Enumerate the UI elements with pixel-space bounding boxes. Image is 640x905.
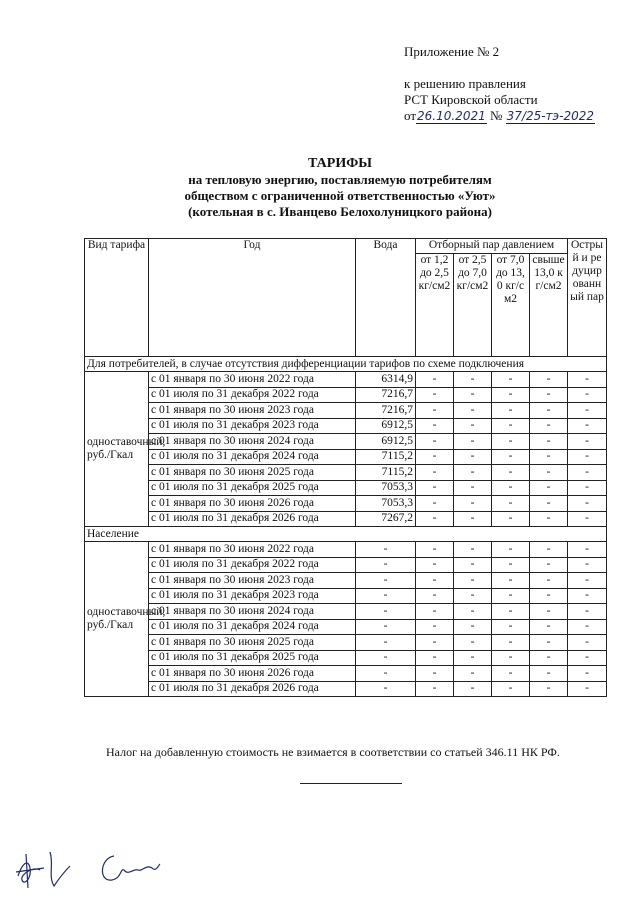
decision-line-2: РСТ Кировской области <box>404 92 538 107</box>
empty-value-cell: - <box>530 372 568 388</box>
header-pressure-4: свыше 13,0 кг/см2 <box>530 254 568 357</box>
empty-value-cell: - <box>454 573 492 589</box>
number-prefix: № <box>489 108 503 123</box>
empty-value-cell: - <box>454 496 492 512</box>
empty-value-cell: - <box>416 465 454 481</box>
decision-reference <box>404 76 595 124</box>
table-row <box>85 650 607 666</box>
section-title: Для потребителей, в случае отсутствия дифференциации тарифов по схеме подключения <box>85 357 607 372</box>
empty-value-cell: - <box>530 635 568 651</box>
empty-value-cell: - <box>530 557 568 573</box>
table-row <box>85 449 607 465</box>
empty-value-cell: - <box>530 496 568 512</box>
section-title: Население <box>85 527 607 542</box>
empty-value-cell: - <box>454 588 492 604</box>
water-value-cell: - <box>356 557 416 573</box>
empty-value-cell: - <box>530 666 568 682</box>
table-row <box>85 681 607 697</box>
table-row <box>85 542 607 558</box>
empty-value-cell: - <box>416 480 454 496</box>
period-cell: с 01 января по 30 июня 2023 года <box>149 403 356 419</box>
empty-value-cell: - <box>530 542 568 558</box>
table-row <box>85 604 607 620</box>
period-cell: с 01 января по 30 июня 2022 года <box>149 372 356 388</box>
empty-value-cell: - <box>530 604 568 620</box>
empty-value-cell: - <box>530 434 568 450</box>
empty-value-cell: - <box>416 511 454 527</box>
empty-value-cell: - <box>568 387 607 403</box>
empty-value-cell: - <box>416 573 454 589</box>
empty-value-cell: - <box>568 403 607 419</box>
empty-value-cell: - <box>530 403 568 419</box>
empty-value-cell: - <box>568 557 607 573</box>
table-row <box>85 387 607 403</box>
water-value-cell: 7115,2 <box>356 449 416 465</box>
water-value-cell: 7115,2 <box>356 465 416 481</box>
empty-value-cell: - <box>568 496 607 512</box>
decision-line-1: к решению правления <box>404 76 526 91</box>
empty-value-cell: - <box>454 449 492 465</box>
empty-value-cell: - <box>492 542 530 558</box>
empty-value-cell: - <box>492 403 530 419</box>
empty-value-cell: - <box>530 387 568 403</box>
empty-value-cell: - <box>568 372 607 388</box>
period-cell: с 01 июля по 31 декабря 2022 года <box>149 557 356 573</box>
empty-value-cell: - <box>568 434 607 450</box>
table-row <box>85 573 607 589</box>
empty-value-cell: - <box>530 418 568 434</box>
empty-value-cell: - <box>416 403 454 419</box>
header-water: Вода <box>356 239 416 357</box>
title-line-2: обществом с ограниченной ответственностью «Уют» <box>184 188 496 203</box>
empty-value-cell: - <box>492 434 530 450</box>
empty-value-cell: - <box>416 604 454 620</box>
decision-date-number-line <box>404 108 595 124</box>
header-pressure-3: от 7,0 до 13,0 кг/см2 <box>492 254 530 357</box>
water-value-cell: - <box>356 542 416 558</box>
table-row <box>85 666 607 682</box>
empty-value-cell: - <box>568 666 607 682</box>
period-cell: с 01 июля по 31 декабря 2024 года <box>149 619 356 635</box>
empty-value-cell: - <box>530 650 568 666</box>
tariff-type-cell: одноставочный, руб./Гкал <box>85 542 149 697</box>
water-value-cell: - <box>356 635 416 651</box>
empty-value-cell: - <box>530 573 568 589</box>
empty-value-cell: - <box>416 434 454 450</box>
date-prefix: от <box>404 108 417 123</box>
table-row <box>85 480 607 496</box>
empty-value-cell: - <box>454 604 492 620</box>
empty-value-cell: - <box>454 434 492 450</box>
empty-value-cell: - <box>568 511 607 527</box>
empty-value-cell: - <box>416 681 454 697</box>
empty-value-cell: - <box>454 650 492 666</box>
header-year: Год <box>149 239 356 357</box>
empty-value-cell: - <box>492 650 530 666</box>
empty-value-cell: - <box>454 635 492 651</box>
empty-value-cell: - <box>492 511 530 527</box>
empty-value-cell: - <box>568 619 607 635</box>
empty-value-cell: - <box>568 604 607 620</box>
empty-value-cell: - <box>454 403 492 419</box>
empty-value-cell: - <box>416 542 454 558</box>
empty-value-cell: - <box>416 496 454 512</box>
header-steam-pressure: Отборный пар давлением <box>416 239 568 254</box>
water-value-cell: 7216,7 <box>356 387 416 403</box>
handwritten-signature-1 <box>14 846 74 892</box>
empty-value-cell: - <box>568 418 607 434</box>
empty-value-cell: - <box>492 588 530 604</box>
table-row <box>85 496 607 512</box>
empty-value-cell: - <box>492 557 530 573</box>
empty-value-cell: - <box>568 573 607 589</box>
empty-value-cell: - <box>492 387 530 403</box>
empty-value-cell: - <box>454 666 492 682</box>
empty-value-cell: - <box>416 588 454 604</box>
water-value-cell: - <box>356 650 416 666</box>
empty-value-cell: - <box>530 449 568 465</box>
empty-value-cell: - <box>416 635 454 651</box>
empty-value-cell: - <box>568 635 607 651</box>
water-value-cell: 7053,3 <box>356 480 416 496</box>
empty-value-cell: - <box>530 511 568 527</box>
period-cell: с 01 июля по 31 декабря 2022 года <box>149 387 356 403</box>
empty-value-cell: - <box>492 449 530 465</box>
empty-value-cell: - <box>530 480 568 496</box>
period-cell: с 01 июля по 31 декабря 2024 года <box>149 449 356 465</box>
period-cell: с 01 января по 30 июня 2025 года <box>149 635 356 651</box>
water-value-cell: - <box>356 604 416 620</box>
empty-value-cell: - <box>454 418 492 434</box>
document-title <box>100 156 580 220</box>
period-cell: с 01 июля по 31 декабря 2026 года <box>149 681 356 697</box>
empty-value-cell: - <box>492 465 530 481</box>
table-row <box>85 588 607 604</box>
empty-value-cell: - <box>454 619 492 635</box>
empty-value-cell: - <box>568 480 607 496</box>
water-value-cell: 6314,9 <box>356 372 416 388</box>
empty-value-cell: - <box>416 650 454 666</box>
water-value-cell: - <box>356 619 416 635</box>
period-cell: с 01 января по 30 июня 2024 года <box>149 434 356 450</box>
water-value-cell: 6912,5 <box>356 418 416 434</box>
decision-date: 26.10.2021 <box>417 109 486 123</box>
handwritten-signature-2 <box>94 846 164 892</box>
empty-value-cell: - <box>416 387 454 403</box>
title-line-1: на тепловую энергию, поставляемую потребителям <box>188 172 492 187</box>
empty-value-cell: - <box>492 573 530 589</box>
empty-value-cell: - <box>530 619 568 635</box>
empty-value-cell: - <box>530 588 568 604</box>
empty-value-cell: - <box>568 588 607 604</box>
section-row <box>85 357 607 372</box>
table-row <box>85 511 607 527</box>
empty-value-cell: - <box>492 480 530 496</box>
vat-note: Налог на добавленную стоимость не взимается в соответствии со статьей 346.11 НК РФ. <box>106 745 560 759</box>
appendix-heading: Приложение № 2 <box>404 44 500 59</box>
empty-value-cell: - <box>492 496 530 512</box>
header-sharp-steam: Острый и редуцированный пар <box>568 239 607 357</box>
water-value-cell: 7267,2 <box>356 511 416 527</box>
tariff-type-cell: одноставочный, руб./Гкал <box>85 372 149 527</box>
empty-value-cell: - <box>454 480 492 496</box>
period-cell: с 01 июля по 31 декабря 2023 года <box>149 418 356 434</box>
header-pressure-2: от 2,5 до 7,0 кг/см2 <box>454 254 492 357</box>
empty-value-cell: - <box>530 465 568 481</box>
empty-value-cell: - <box>568 542 607 558</box>
period-cell: с 01 июля по 31 декабря 2023 года <box>149 588 356 604</box>
empty-value-cell: - <box>492 604 530 620</box>
header-pressure-1: от 1,2 до 2,5 кг/см2 <box>416 254 454 357</box>
empty-value-cell: - <box>454 465 492 481</box>
empty-value-cell: - <box>454 542 492 558</box>
table-row <box>85 557 607 573</box>
water-value-cell: - <box>356 573 416 589</box>
water-value-cell: 7053,3 <box>356 496 416 512</box>
period-cell: с 01 января по 30 июня 2024 года <box>149 604 356 620</box>
table-row <box>85 372 607 388</box>
period-cell: с 01 января по 30 июня 2022 года <box>149 542 356 558</box>
empty-value-cell: - <box>492 681 530 697</box>
period-cell: с 01 июля по 31 декабря 2025 года <box>149 480 356 496</box>
empty-value-cell: - <box>454 372 492 388</box>
water-value-cell: 7216,7 <box>356 403 416 419</box>
period-cell: с 01 января по 30 июня 2025 года <box>149 465 356 481</box>
empty-value-cell: - <box>416 418 454 434</box>
water-value-cell: - <box>356 666 416 682</box>
empty-value-cell: - <box>492 619 530 635</box>
table-row <box>85 403 607 419</box>
empty-value-cell: - <box>492 635 530 651</box>
period-cell: с 01 января по 30 июня 2026 года <box>149 666 356 682</box>
decision-number: 37/25-тэ-2022 <box>506 109 594 123</box>
empty-value-cell: - <box>454 387 492 403</box>
empty-value-cell: - <box>416 619 454 635</box>
empty-value-cell: - <box>492 372 530 388</box>
table-row <box>85 619 607 635</box>
header-tariff-type: Вид тарифа <box>85 239 149 357</box>
period-cell: с 01 января по 30 июня 2026 года <box>149 496 356 512</box>
empty-value-cell: - <box>568 681 607 697</box>
empty-value-cell: - <box>454 511 492 527</box>
empty-value-cell: - <box>568 465 607 481</box>
title-line-3: (котельная в с. Иванцево Белохолуницкого района) <box>188 204 492 219</box>
section-row <box>85 527 607 542</box>
table-row <box>85 418 607 434</box>
empty-value-cell: - <box>416 449 454 465</box>
period-cell: с 01 января по 30 июня 2023 года <box>149 573 356 589</box>
table-header-row <box>85 239 607 254</box>
title-main: ТАРИФЫ <box>308 156 372 171</box>
table-row <box>85 465 607 481</box>
empty-value-cell: - <box>416 666 454 682</box>
empty-value-cell: - <box>454 681 492 697</box>
empty-value-cell: - <box>568 449 607 465</box>
empty-value-cell: - <box>454 557 492 573</box>
water-value-cell: 6912,5 <box>356 434 416 450</box>
water-value-cell: - <box>356 588 416 604</box>
empty-value-cell: - <box>416 557 454 573</box>
empty-value-cell: - <box>416 372 454 388</box>
period-cell: с 01 июля по 31 декабря 2025 года <box>149 650 356 666</box>
separator-line <box>300 783 402 784</box>
empty-value-cell: - <box>568 650 607 666</box>
tariff-table <box>84 238 607 697</box>
table-row <box>85 635 607 651</box>
period-cell: с 01 июля по 31 декабря 2026 года <box>149 511 356 527</box>
table-row <box>85 434 607 450</box>
water-value-cell: - <box>356 681 416 697</box>
empty-value-cell: - <box>530 681 568 697</box>
empty-value-cell: - <box>492 666 530 682</box>
empty-value-cell: - <box>492 418 530 434</box>
